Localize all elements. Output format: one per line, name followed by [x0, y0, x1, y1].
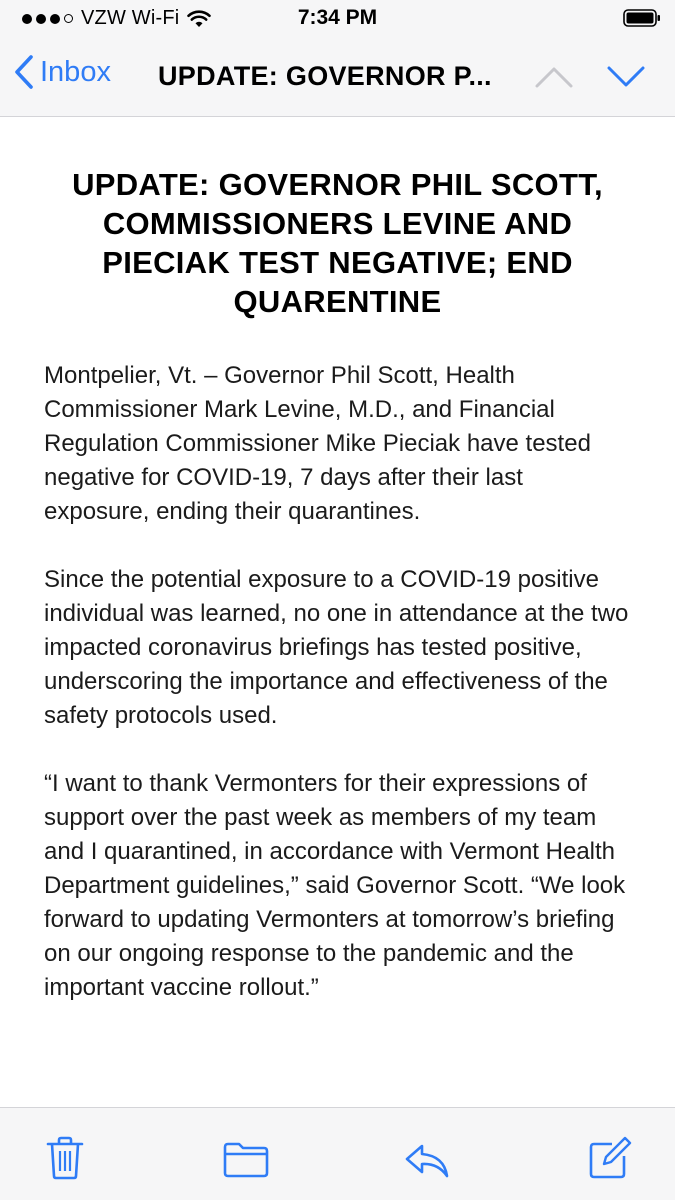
message-subject-title: UPDATE: GOVERNOR P...	[158, 61, 492, 91]
email-paragraph: Since the potential exposure to a COVID-19 positive individual was learned, no one in attendance at the two impacted coronavirus briefings has tested positive, underscoring the importance and effectiveness of the safety protocols used.	[44, 566, 629, 729]
chevron-left-icon	[14, 54, 34, 90]
bottom-toolbar	[0, 1107, 675, 1200]
previous-message-chevron-up-icon[interactable]	[534, 62, 574, 92]
next-message-chevron-down-icon[interactable]	[606, 62, 646, 92]
email-body	[0, 117, 675, 1107]
compose-icon[interactable]	[588, 1136, 632, 1180]
email-headline: UPDATE: GOVERNOR PHIL SCOTT, COMMISSIONERS LEVINE AND PIECIAK TEST NEGATIVE; END QUARENTINE	[72, 167, 603, 319]
status-bar	[0, 0, 675, 40]
battery-icon	[623, 9, 661, 27]
inbox-back-button[interactable]	[14, 54, 111, 90]
carrier-label: VZW Wi-Fi	[81, 7, 180, 29]
email-paragraph: “I want to thank Vermonters for their expressions of support over the past week as members of my team and I quarantined, in accordance with Vermont Health Department guidelines,” said Governor Scott. “We look forward to updating Vermonters at tomorrow’s briefing on our ongoing response to the pandemic and the important vaccine rollout.”	[44, 770, 626, 1001]
reply-icon[interactable]	[404, 1142, 450, 1180]
trash-icon[interactable]	[46, 1136, 84, 1180]
email-paragraph: Montpelier, Vt. – Governor Phil Scott, Health Commissioner Mark Levine, M.D., and Financial Regulation Commissioner Mike Pieciak have tested negative for COVID-19, 7 days after their last exposure, ending their quarantines.	[44, 362, 591, 525]
navigation-bar	[0, 40, 675, 117]
status-time: 7:34 PM	[297, 6, 378, 29]
folder-icon[interactable]	[223, 1142, 269, 1178]
inbox-back-label: Inbox	[40, 55, 111, 88]
